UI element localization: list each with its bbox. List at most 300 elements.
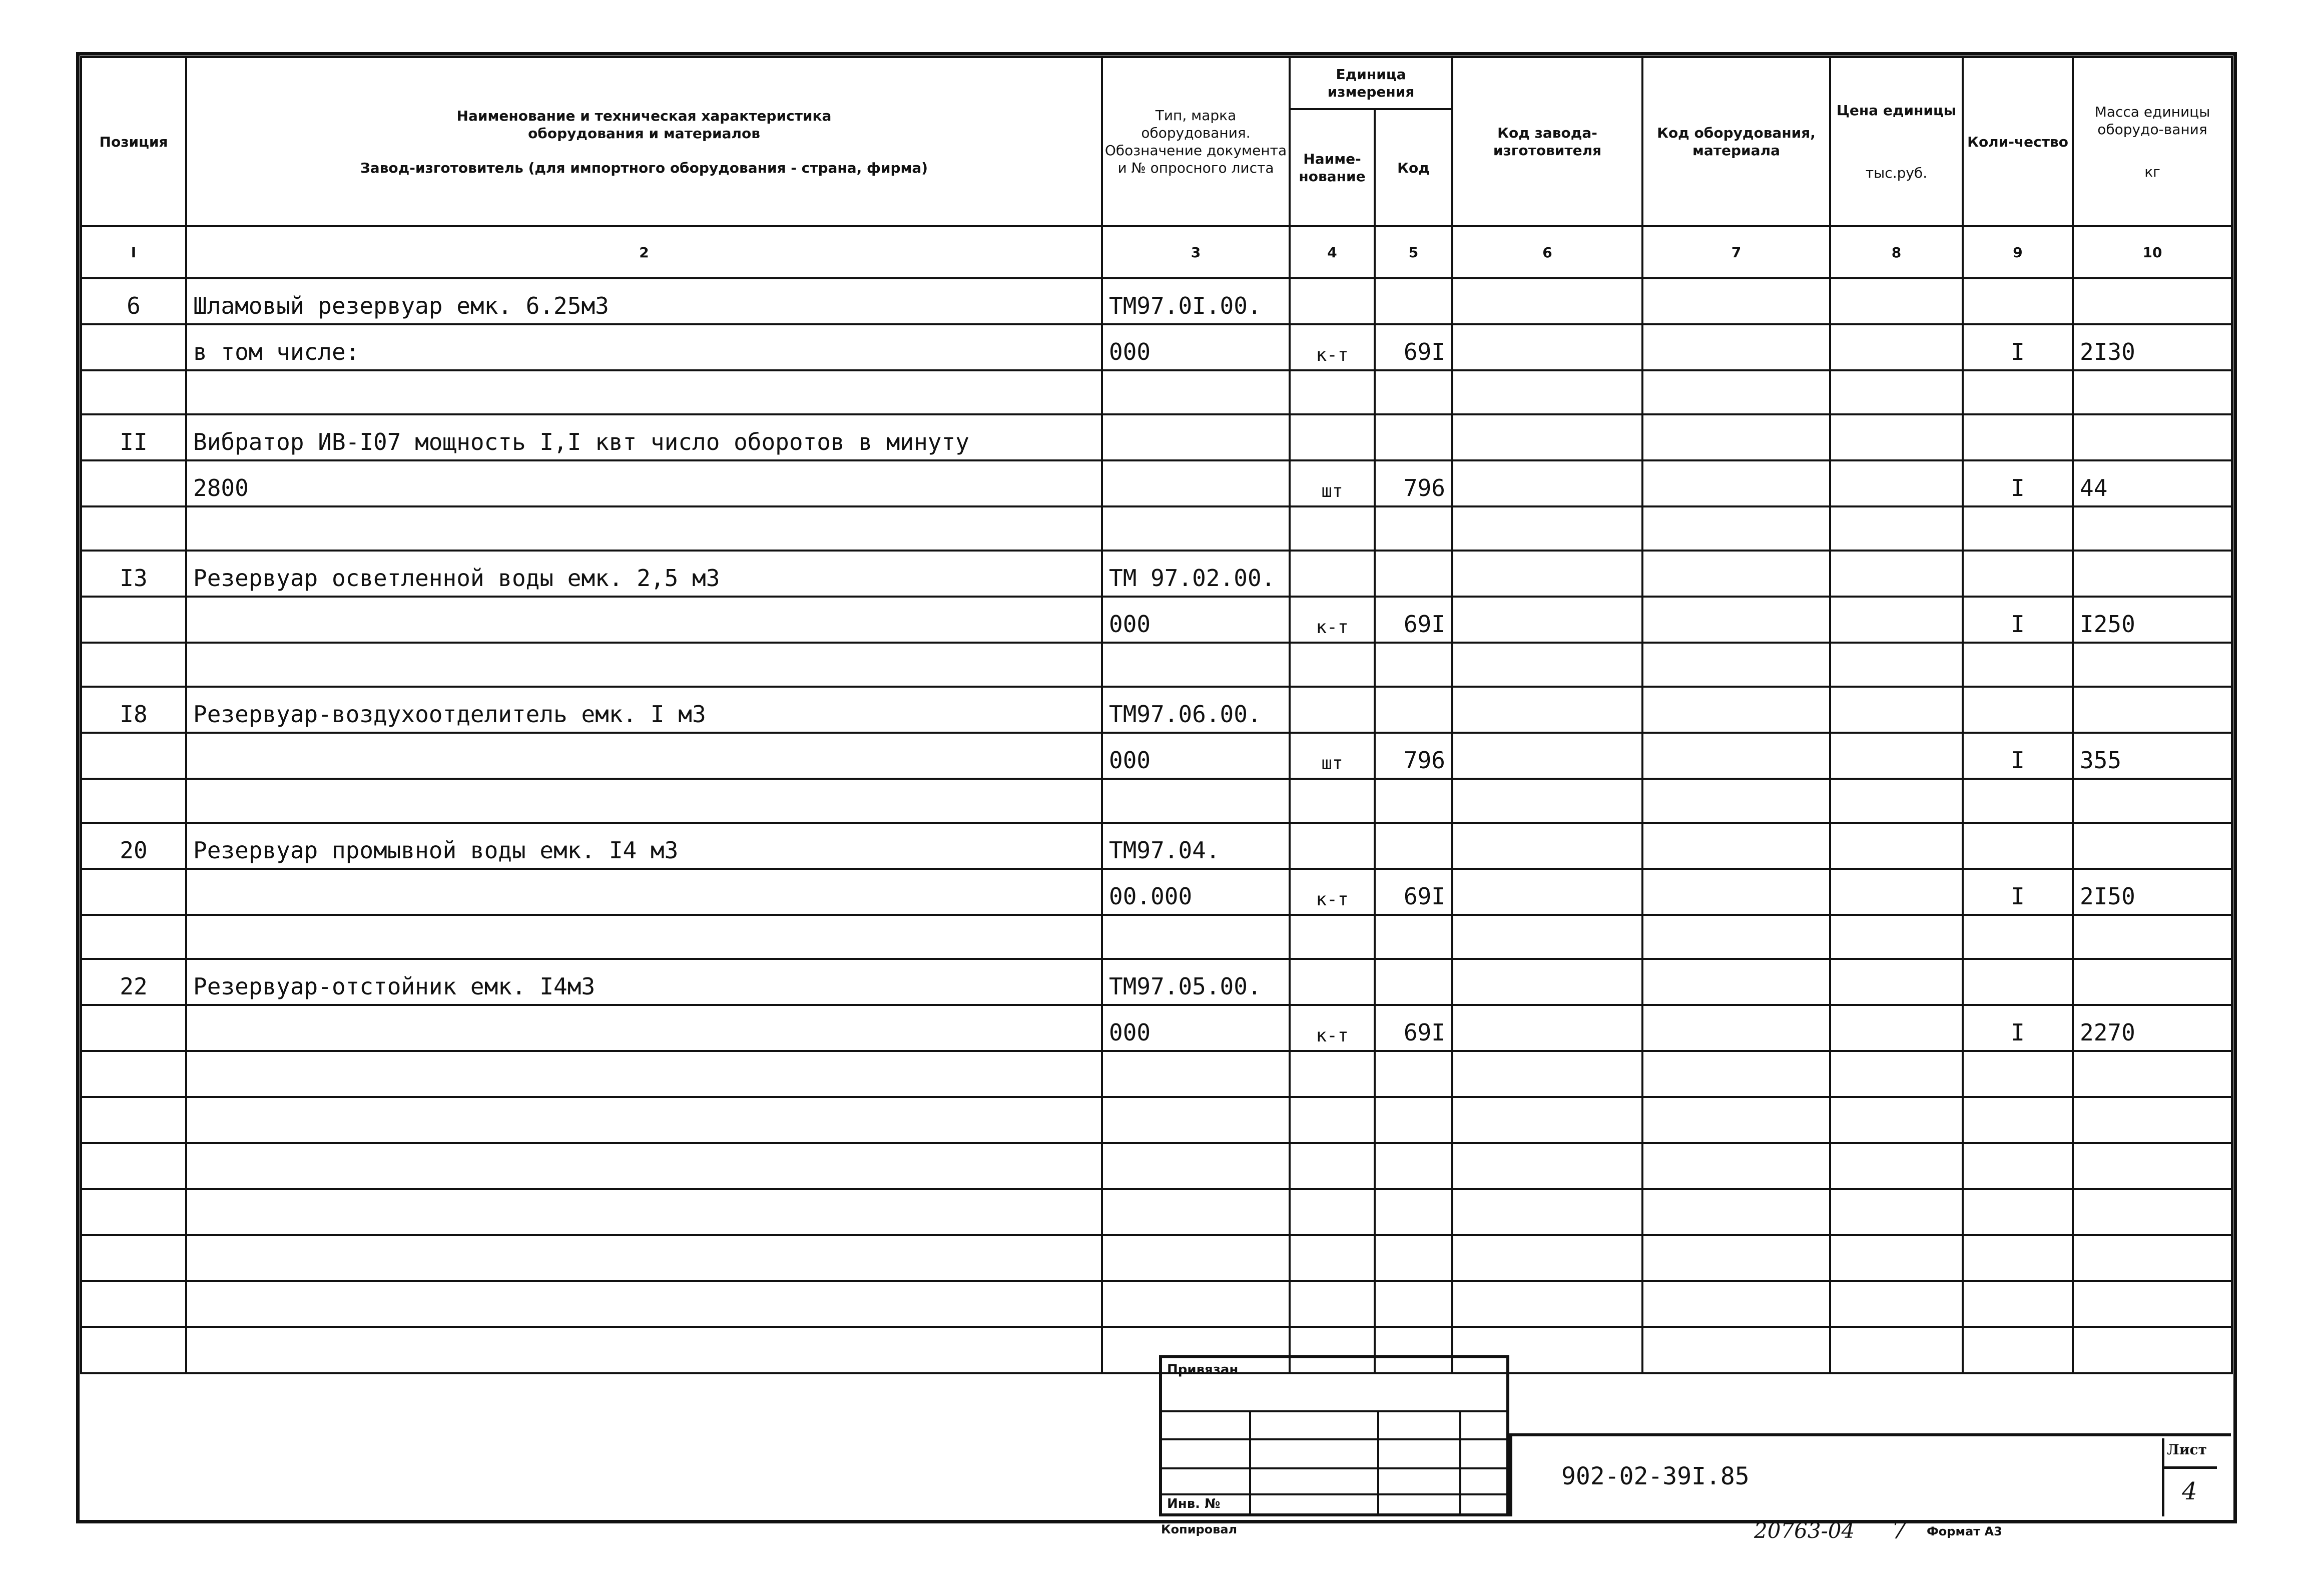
- row-quantity: [1963, 551, 2073, 597]
- row-factory-code: [1452, 687, 1642, 733]
- row-type: [1102, 460, 1290, 506]
- row-price: [1830, 1005, 1963, 1051]
- row-material-code: [1642, 1005, 1830, 1051]
- row-quantity: I: [1963, 597, 2073, 643]
- row-material-code: [1642, 597, 1830, 643]
- row-factory-code: [1452, 915, 1642, 959]
- row-price: [1830, 324, 1963, 370]
- empty-cell: [186, 1097, 1102, 1143]
- empty-cell: [81, 1281, 186, 1327]
- empty-cell: [1102, 1281, 1290, 1327]
- row-price: [1830, 551, 1963, 597]
- row-unit-code: [1375, 414, 1452, 460]
- table-row: [81, 370, 2232, 414]
- header-mass: [2073, 57, 2232, 226]
- empty-cell: [1830, 1281, 1963, 1327]
- row-position: 22: [81, 959, 186, 1005]
- row-unit-code: 796: [1375, 733, 1452, 779]
- row-quantity: I: [1963, 869, 2073, 915]
- column-number: 6: [1452, 226, 1642, 278]
- row-factory-code: [1452, 278, 1642, 324]
- header-material-code: Код оборудования, материала: [1642, 57, 1830, 226]
- row-quantity: [1963, 915, 2073, 959]
- row-material-code: [1642, 869, 1830, 915]
- row-quantity: I: [1963, 460, 2073, 506]
- empty-cell: [81, 1327, 186, 1373]
- row-price: [1830, 460, 1963, 506]
- row-material-code: [1642, 687, 1830, 733]
- header-price: [1830, 57, 1963, 226]
- table-row: [81, 460, 2232, 506]
- sheet-label: Лист: [2167, 1441, 2207, 1458]
- empty-cell: [1963, 1327, 2073, 1373]
- column-number: 2: [186, 226, 1102, 278]
- row-price: [1830, 506, 1963, 551]
- row-mass: [2073, 643, 2232, 687]
- empty-cell: [1375, 1051, 1452, 1097]
- row-price: [1830, 414, 1963, 460]
- row-unit-code: [1375, 643, 1452, 687]
- empty-cell: [186, 1327, 1102, 1373]
- row-mass: [2073, 779, 2232, 823]
- row-type: 000: [1102, 324, 1290, 370]
- table-row: [81, 551, 2232, 597]
- row-name: [186, 733, 1102, 779]
- header-unit-name: Наиме-нование: [1290, 109, 1375, 226]
- row-unit-name: [1290, 643, 1375, 687]
- row-mass: 44: [2073, 460, 2232, 506]
- empty-cell: [1830, 1189, 1963, 1235]
- row-type: ТМ97.06.00.: [1102, 687, 1290, 733]
- row-unit-name: к-т: [1290, 324, 1375, 370]
- empty-cell: [1375, 1235, 1452, 1281]
- row-position: [81, 370, 186, 414]
- empty-cell: [1102, 1189, 1290, 1235]
- row-material-code: [1642, 823, 1830, 869]
- row-position: I8: [81, 687, 186, 733]
- empty-cell: [81, 1097, 186, 1143]
- empty-cell: [81, 1143, 186, 1189]
- row-unit-name: к-т: [1290, 597, 1375, 643]
- row-factory-code: [1452, 551, 1642, 597]
- row-factory-code: [1452, 959, 1642, 1005]
- row-position: II: [81, 414, 186, 460]
- row-price: [1830, 733, 1963, 779]
- table-row: [81, 597, 2232, 643]
- row-type: ТМ97.0I.00.: [1102, 278, 1290, 324]
- empty-row: [81, 1327, 2232, 1373]
- row-quantity: [1963, 370, 2073, 414]
- header-position: Позиция: [81, 57, 186, 226]
- table-row: [81, 643, 2232, 687]
- empty-cell: [1642, 1235, 1830, 1281]
- empty-cell: [1963, 1143, 2073, 1189]
- row-unit-code: [1375, 959, 1452, 1005]
- empty-cell: [1642, 1189, 1830, 1235]
- row-material-code: [1642, 414, 1830, 460]
- row-unit-code: 69I: [1375, 597, 1452, 643]
- row-unit-code: [1375, 551, 1452, 597]
- empty-cell: [1290, 1143, 1375, 1189]
- row-unit-name: к-т: [1290, 869, 1375, 915]
- empty-cell: [1830, 1327, 1963, 1373]
- row-material-code: [1642, 643, 1830, 687]
- row-quantity: [1963, 779, 2073, 823]
- column-number: I: [81, 226, 186, 278]
- row-price: [1830, 278, 1963, 324]
- row-factory-code: [1452, 823, 1642, 869]
- row-factory-code: [1452, 506, 1642, 551]
- empty-cell: [1963, 1097, 2073, 1143]
- row-name: [186, 643, 1102, 687]
- empty-cell: [2073, 1143, 2232, 1189]
- row-name: Резервуар промывной воды емк. I4 м3: [186, 823, 1102, 869]
- header-mass-unit: кг: [2144, 163, 2160, 180]
- empty-cell: [1452, 1189, 1642, 1235]
- row-price: [1830, 959, 1963, 1005]
- row-name: 2800: [186, 460, 1102, 506]
- stamp-line: [1162, 1493, 1506, 1495]
- empty-cell: [1375, 1143, 1452, 1189]
- row-type: [1102, 414, 1290, 460]
- row-factory-code: [1452, 643, 1642, 687]
- row-unit-code: [1375, 915, 1452, 959]
- empty-row: [81, 1189, 2232, 1235]
- row-unit-code: [1375, 687, 1452, 733]
- empty-cell: [1290, 1235, 1375, 1281]
- empty-cell: [1963, 1189, 2073, 1235]
- row-type: [1102, 506, 1290, 551]
- row-unit-code: [1375, 506, 1452, 551]
- row-mass: [2073, 823, 2232, 869]
- table-row: [81, 1005, 2232, 1051]
- empty-cell: [1452, 1097, 1642, 1143]
- row-quantity: I: [1963, 324, 2073, 370]
- empty-cell: [1963, 1235, 2073, 1281]
- row-material-code: [1642, 324, 1830, 370]
- empty-row: [81, 1051, 2232, 1097]
- row-mass: [2073, 278, 2232, 324]
- row-price: [1830, 597, 1963, 643]
- row-quantity: [1963, 643, 2073, 687]
- row-unit-code: [1375, 278, 1452, 324]
- row-unit-name: шт: [1290, 733, 1375, 779]
- row-quantity: [1963, 823, 2073, 869]
- table-row: [81, 823, 2232, 869]
- row-quantity: I: [1963, 733, 2073, 779]
- row-unit-code: [1375, 370, 1452, 414]
- row-type: ТМ97.05.00.: [1102, 959, 1290, 1005]
- table-row: [81, 687, 2232, 733]
- row-material-code: [1642, 506, 1830, 551]
- header-factory-code: Код завода-изготовителя: [1452, 57, 1642, 226]
- row-material-code: [1642, 915, 1830, 959]
- handwritten-id: 20763-04: [1754, 1518, 1855, 1543]
- row-material-code: [1642, 551, 1830, 597]
- row-mass: [2073, 687, 2232, 733]
- empty-cell: [1830, 1097, 1963, 1143]
- empty-cell: [1830, 1051, 1963, 1097]
- row-factory-code: [1452, 460, 1642, 506]
- row-name: [186, 779, 1102, 823]
- row-type: [1102, 779, 1290, 823]
- sheet-number: 4: [2182, 1477, 2197, 1505]
- row-unit-name: [1290, 779, 1375, 823]
- row-factory-code: [1452, 733, 1642, 779]
- row-type: [1102, 643, 1290, 687]
- empty-cell: [1642, 1327, 1830, 1373]
- row-name: Вибратор ИВ-I07 мощность I,I квт число оборотов в минуту: [186, 414, 1102, 460]
- row-factory-code: [1452, 869, 1642, 915]
- row-unit-code: 69I: [1375, 1005, 1452, 1051]
- row-factory-code: [1452, 1005, 1642, 1051]
- row-price: [1830, 687, 1963, 733]
- row-position: 20: [81, 823, 186, 869]
- empty-row: [81, 1235, 2232, 1281]
- column-number: 3: [1102, 226, 1290, 278]
- row-unit-name: шт: [1290, 460, 1375, 506]
- row-factory-code: [1452, 370, 1642, 414]
- row-price: [1830, 823, 1963, 869]
- stamp-line: [1162, 1410, 1506, 1412]
- empty-cell: [186, 1189, 1102, 1235]
- row-unit-name: [1290, 915, 1375, 959]
- row-unit-code: 69I: [1375, 324, 1452, 370]
- table-row: [81, 324, 2232, 370]
- empty-cell: [186, 1281, 1102, 1327]
- row-type: 00.000: [1102, 869, 1290, 915]
- title-block-stamp: [1159, 1355, 1509, 1516]
- column-number: 8: [1830, 226, 1963, 278]
- row-material-code: [1642, 779, 1830, 823]
- row-type: ТМ97.04.: [1102, 823, 1290, 869]
- column-number: 5: [1375, 226, 1452, 278]
- row-material-code: [1642, 959, 1830, 1005]
- row-quantity: [1963, 414, 2073, 460]
- row-unit-name: [1290, 370, 1375, 414]
- stamp-line: [1162, 1467, 1506, 1469]
- row-factory-code: [1452, 414, 1642, 460]
- table-row: [81, 779, 2232, 823]
- row-name: Резервуар осветленной воды емк. 2,5 м3: [186, 551, 1102, 597]
- row-position: [81, 324, 186, 370]
- page-mark: 7: [1892, 1516, 1907, 1544]
- table-row: [81, 869, 2232, 915]
- empty-cell: [2073, 1051, 2232, 1097]
- stamp-control-label: Копировал: [1161, 1522, 1238, 1536]
- row-type: ТМ 97.02.00.: [1102, 551, 1290, 597]
- row-unit-name: [1290, 506, 1375, 551]
- empty-cell: [1452, 1235, 1642, 1281]
- row-position: [81, 869, 186, 915]
- empty-cell: [1963, 1051, 2073, 1097]
- stamp-line: [1377, 1410, 1379, 1513]
- row-position: [81, 506, 186, 551]
- empty-cell: [1375, 1189, 1452, 1235]
- row-name: [186, 1005, 1102, 1051]
- row-type: 000: [1102, 597, 1290, 643]
- row-name: [186, 597, 1102, 643]
- row-factory-code: [1452, 779, 1642, 823]
- table-row: [81, 959, 2232, 1005]
- specification-table: [80, 56, 2233, 1374]
- empty-cell: [186, 1235, 1102, 1281]
- table-row: [81, 506, 2232, 551]
- row-unit-code: 796: [1375, 460, 1452, 506]
- stamp-line: [1162, 1438, 1506, 1440]
- column-number: 10: [2073, 226, 2232, 278]
- row-price: [1830, 915, 1963, 959]
- row-unit-name: [1290, 959, 1375, 1005]
- row-mass: 2I30: [2073, 324, 2232, 370]
- row-position: I3: [81, 551, 186, 597]
- table-body: [81, 278, 2232, 1373]
- row-unit-name: [1290, 278, 1375, 324]
- row-material-code: [1642, 278, 1830, 324]
- row-unit-name: [1290, 414, 1375, 460]
- header-mass-label: Масса единицы оборудо-вания: [2094, 103, 2210, 138]
- header-name-line2: оборудования и материалов: [528, 125, 760, 142]
- row-type: [1102, 370, 1290, 414]
- row-position: [81, 1005, 186, 1051]
- empty-cell: [1963, 1281, 2073, 1327]
- empty-cell: [1375, 1281, 1452, 1327]
- empty-row: [81, 1281, 2232, 1327]
- column-number-row: [81, 226, 2232, 278]
- empty-cell: [2073, 1097, 2232, 1143]
- row-position: [81, 915, 186, 959]
- empty-cell: [2073, 1235, 2232, 1281]
- empty-cell: [1452, 1281, 1642, 1327]
- row-name: Шламовый резервуар емк. 6.25м3: [186, 278, 1102, 324]
- row-unit-code: [1375, 779, 1452, 823]
- empty-cell: [1102, 1235, 1290, 1281]
- row-price: [1830, 779, 1963, 823]
- row-name: Резервуар-отстойник емк. I4м3: [186, 959, 1102, 1005]
- row-mass: 2I50: [2073, 869, 2232, 915]
- row-mass: 355: [2073, 733, 2232, 779]
- row-type: 000: [1102, 733, 1290, 779]
- row-factory-code: [1452, 597, 1642, 643]
- row-quantity: [1963, 959, 2073, 1005]
- row-unit-name: [1290, 823, 1375, 869]
- header-quantity: Коли-чество: [1963, 57, 2073, 226]
- header-unit-code: Код: [1375, 109, 1452, 226]
- empty-cell: [1290, 1189, 1375, 1235]
- row-mass: 2270: [2073, 1005, 2232, 1051]
- row-price: [1830, 869, 1963, 915]
- empty-cell: [1102, 1051, 1290, 1097]
- row-name: [186, 915, 1102, 959]
- row-name: [186, 370, 1102, 414]
- stamp-line: [1249, 1410, 1251, 1513]
- header-unit-group: Единица измерения: [1290, 57, 1452, 109]
- row-position: [81, 460, 186, 506]
- row-name: [186, 506, 1102, 551]
- document-number: 902-02-39I.85: [1561, 1462, 1750, 1490]
- empty-cell: [1102, 1143, 1290, 1189]
- empty-cell: [2073, 1189, 2232, 1235]
- empty-row: [81, 1097, 2232, 1143]
- table-row: [81, 278, 2232, 324]
- row-quantity: [1963, 687, 2073, 733]
- stamp-inventory-label: Инв. №: [1167, 1496, 1221, 1511]
- row-unit-code: 69I: [1375, 869, 1452, 915]
- empty-cell: [2073, 1327, 2232, 1373]
- empty-cell: [81, 1051, 186, 1097]
- row-position: [81, 643, 186, 687]
- empty-cell: [1102, 1097, 1290, 1143]
- row-mass: [2073, 959, 2232, 1005]
- column-number: 7: [1642, 226, 1830, 278]
- row-mass: [2073, 915, 2232, 959]
- stamp-approved-label: Привязан: [1167, 1362, 1239, 1377]
- row-name: [186, 869, 1102, 915]
- row-material-code: [1642, 733, 1830, 779]
- row-material-code: [1642, 370, 1830, 414]
- header-type: Тип, марка оборудования. Обозначение документа и № опросного листа: [1102, 57, 1290, 226]
- empty-cell: [186, 1143, 1102, 1189]
- drawing-sheet: [80, 56, 2252, 1544]
- table-row: [81, 414, 2232, 460]
- row-position: 6: [81, 278, 186, 324]
- row-mass: I250: [2073, 597, 2232, 643]
- empty-cell: [2073, 1281, 2232, 1327]
- table-row: [81, 733, 2232, 779]
- row-mass: [2073, 506, 2232, 551]
- empty-cell: [1642, 1143, 1830, 1189]
- row-position: [81, 779, 186, 823]
- header-name-line3: Завод-изготовитель (для импортного оборудования - страна, фирма): [360, 159, 928, 176]
- row-quantity: I: [1963, 1005, 2073, 1051]
- empty-cell: [1290, 1281, 1375, 1327]
- row-position: [81, 597, 186, 643]
- empty-cell: [81, 1189, 186, 1235]
- stamp-line: [1459, 1410, 1461, 1513]
- empty-cell: [1830, 1235, 1963, 1281]
- row-name: в том числе:: [186, 324, 1102, 370]
- empty-cell: [1452, 1143, 1642, 1189]
- empty-row: [81, 1143, 2232, 1189]
- row-factory-code: [1452, 324, 1642, 370]
- row-unit-name: [1290, 551, 1375, 597]
- row-mass: [2073, 370, 2232, 414]
- row-mass: [2073, 414, 2232, 460]
- header-name-line1: Наименование и техническая характеристика: [456, 107, 832, 124]
- row-quantity: [1963, 278, 2073, 324]
- empty-cell: [186, 1051, 1102, 1097]
- empty-cell: [1642, 1281, 1830, 1327]
- empty-cell: [1452, 1051, 1642, 1097]
- empty-cell: [1642, 1051, 1830, 1097]
- row-name: Резервуар-воздухоотделитель емк. I м3: [186, 687, 1102, 733]
- row-quantity: [1963, 506, 2073, 551]
- table-row: [81, 915, 2232, 959]
- row-unit-name: [1290, 687, 1375, 733]
- empty-cell: [1830, 1143, 1963, 1189]
- empty-cell: [81, 1235, 186, 1281]
- row-price: [1830, 643, 1963, 687]
- empty-cell: [1290, 1051, 1375, 1097]
- header-price-label: Цена единицы: [1836, 102, 1957, 119]
- empty-cell: [1642, 1097, 1830, 1143]
- header-name: [186, 57, 1102, 226]
- column-number: 4: [1290, 226, 1375, 278]
- row-price: [1830, 370, 1963, 414]
- empty-cell: [1290, 1097, 1375, 1143]
- row-mass: [2073, 551, 2232, 597]
- row-type: 000: [1102, 1005, 1290, 1051]
